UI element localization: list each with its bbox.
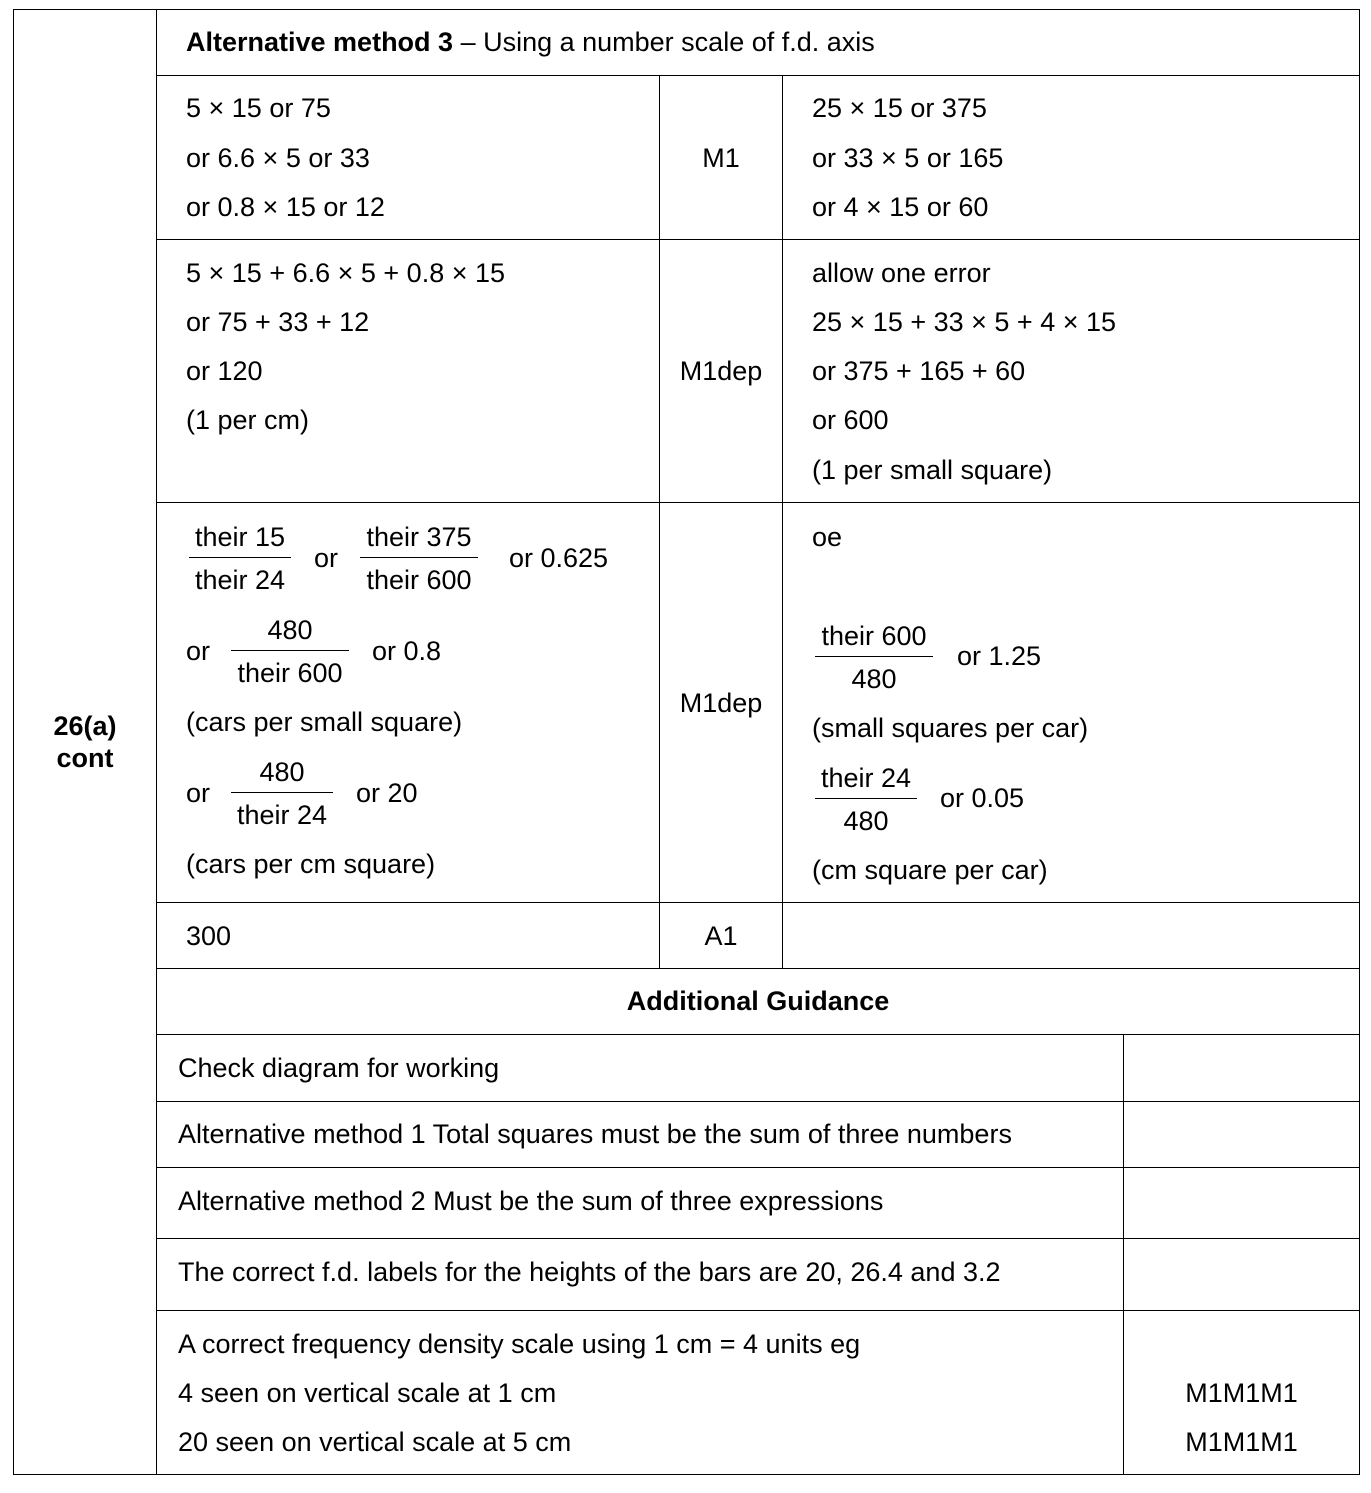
- fraction-denominator: their 600: [237, 658, 343, 688]
- or-text: or: [186, 636, 211, 666]
- method-header: [186, 26, 875, 58]
- question-cont-label: cont: [56, 743, 114, 773]
- guidance-row: The correct f.d. labels for the heights of the bars are 20, 26.4 and 3.2: [178, 1257, 1001, 1287]
- or-text: or: [186, 778, 211, 808]
- fraction-bar: [815, 798, 917, 799]
- or-value-text: or 0.625: [509, 543, 609, 573]
- row-divider: [156, 1101, 1360, 1102]
- guidance-line: 20 seen on vertical scale at 5 cm: [178, 1427, 572, 1457]
- row-divider: [156, 239, 1360, 240]
- fraction-numerator: their 24: [820, 763, 912, 793]
- fraction-numerator: their 600: [821, 621, 927, 651]
- guidance-row: Alternative method 2 Must be the sum of three expressions: [178, 1186, 884, 1216]
- or-value-text: or 0.8: [372, 636, 442, 666]
- working-note: (cars per small square): [186, 707, 463, 737]
- fraction-denominator: 480: [843, 806, 889, 836]
- fraction: [815, 620, 933, 695]
- method-header-bold: Alternative method 3: [186, 27, 454, 57]
- fraction: [815, 762, 917, 837]
- guidance-row: Alternative method 1 Total squares must be the sum of three numbers: [178, 1119, 1012, 1149]
- fraction: [189, 521, 291, 596]
- or-value-text: or 1.25: [957, 641, 1042, 671]
- row-divider: [156, 1238, 1360, 1239]
- comment-column-divider: [782, 75, 783, 968]
- fraction: [231, 756, 333, 831]
- question-number: 26(a): [53, 711, 117, 741]
- fraction-denominator: their 24: [194, 565, 286, 595]
- comment-line: or 375 + 165 + 60: [812, 356, 1026, 386]
- final-answer: 300: [186, 921, 232, 951]
- fraction: [360, 521, 478, 596]
- fraction-numerator: 480: [267, 615, 313, 645]
- fraction-denominator: 480: [851, 664, 897, 694]
- fraction-bar: [815, 656, 933, 657]
- row-divider: [156, 1167, 1360, 1168]
- working-line: 5 × 15 + 6.6 × 5 + 0.8 × 15: [186, 258, 506, 288]
- working-line: 5 × 15 or 75: [186, 93, 331, 123]
- fraction-bar: [360, 557, 478, 558]
- guidance-line: 4 seen on vertical scale at 1 cm: [178, 1378, 557, 1408]
- table-right-border: [1359, 9, 1360, 1475]
- comment-line: or 600: [812, 405, 889, 435]
- comment-line: 25 × 15 + 33 × 5 + 4 × 15: [812, 307, 1117, 337]
- working-line: or 0.8 × 15 or 12: [186, 192, 385, 222]
- comment-note: (cm square per car): [812, 855, 1048, 885]
- method-header-text: – Using a number scale of f.d. axis: [453, 27, 875, 57]
- mark-cell: A1: [704, 921, 738, 951]
- comment-line: or 4 × 15 or 60: [812, 192, 989, 222]
- question-column-divider: [156, 9, 157, 1475]
- mark-cell: M1dep: [679, 688, 763, 718]
- table-top-border: [13, 9, 1360, 10]
- mark-cell: M1: [702, 143, 740, 173]
- comment-note: (small squares per car): [812, 713, 1089, 743]
- fraction-bar: [231, 650, 349, 651]
- comment-line: allow one error: [812, 258, 991, 288]
- working-line: or 75 + 33 + 12: [186, 307, 370, 337]
- working-line: or 6.6 × 5 or 33: [186, 143, 370, 173]
- fraction-numerator: their 15: [194, 522, 286, 552]
- working-note: (cars per cm square): [186, 849, 436, 879]
- fraction-denominator: their 600: [366, 565, 472, 595]
- row-divider: [156, 968, 1360, 969]
- guidance-line: A correct frequency density scale using 1 cm = 4 units eg: [178, 1329, 861, 1359]
- guidance-mark: M1M1M1: [1185, 1378, 1298, 1408]
- comment-line: oe: [812, 522, 843, 552]
- comment-line: or 33 × 5 or 165: [812, 143, 1004, 173]
- row-divider: [156, 902, 1360, 903]
- working-line: or 120: [186, 356, 263, 386]
- or-value-text: or 20: [356, 778, 418, 808]
- fraction: [231, 614, 349, 689]
- table-bottom-border: [13, 1474, 1360, 1475]
- or-value-text: or 0.05: [940, 783, 1025, 813]
- fraction-numerator: 480: [259, 757, 305, 787]
- guidance-title: Additional Guidance: [626, 986, 890, 1016]
- fraction-bar: [231, 792, 333, 793]
- fraction-numerator: their 375: [366, 522, 472, 552]
- fraction-bar: [189, 557, 291, 558]
- comment-line: (1 per small square): [812, 455, 1053, 485]
- mark-cell: M1dep: [679, 356, 763, 386]
- row-divider: [156, 1310, 1360, 1311]
- guidance-mark: M1M1M1: [1185, 1427, 1298, 1457]
- row-divider: [156, 1034, 1360, 1035]
- comment-line: 25 × 15 or 375: [812, 93, 987, 123]
- fraction-denominator: their 24: [236, 800, 328, 830]
- row-divider: [156, 75, 1360, 76]
- working-line: (1 per cm): [186, 405, 310, 435]
- guidance-row: Check diagram for working: [178, 1053, 500, 1083]
- mark-column-divider: [659, 75, 660, 968]
- row-divider: [156, 502, 1360, 503]
- or-text: or: [314, 543, 339, 573]
